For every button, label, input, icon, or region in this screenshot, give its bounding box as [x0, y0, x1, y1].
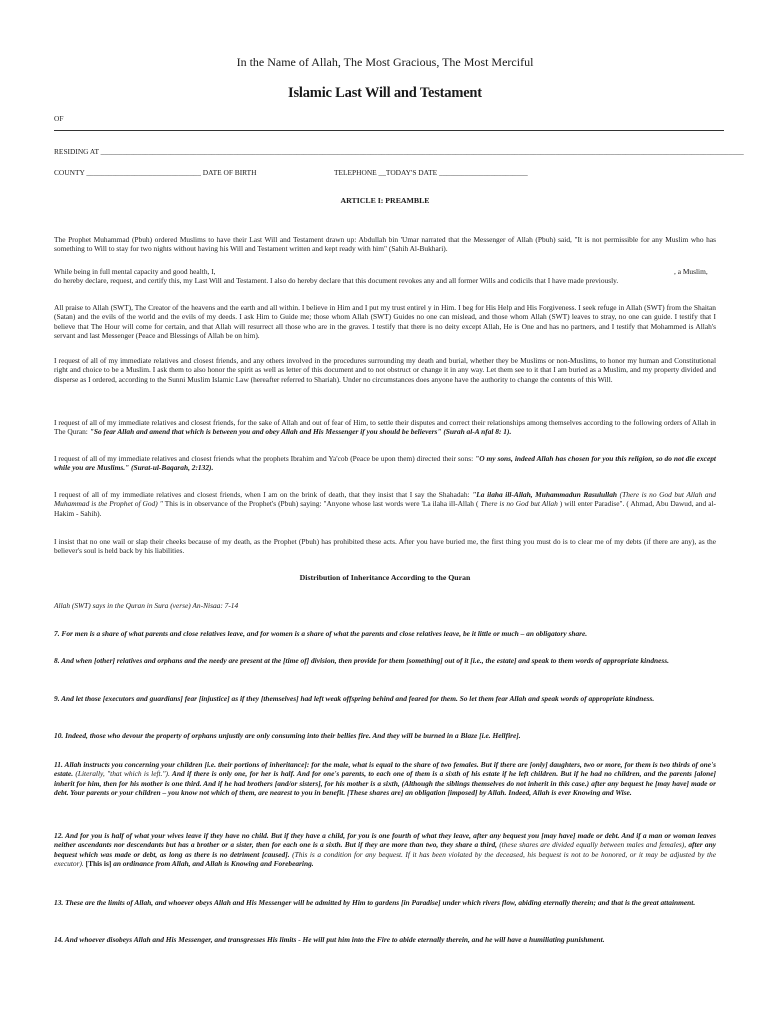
distribution-heading: Distribution of Inheritance According to the Quran: [299, 573, 471, 582]
verse-12-part-b: (these shares are divided equally between males and females),: [499, 840, 687, 850]
shahadah-rest-italic: There is no God but Allah: [480, 499, 558, 509]
verse-12-part-c: after any bequest which was made or debt, as long as there is no detriment [caused].: [54, 840, 716, 859]
shahadah-translation: (There is no God but Allah and Muhammad is the Prophet of God) ": [54, 490, 716, 509]
verse-12: [54, 831, 716, 869]
telephone-date-field: TELEPHONE __TODAY'S DATE ________________________: [334, 168, 528, 177]
name-line: [54, 130, 724, 131]
surah-reference: Allah (SWT) says in the Quran in Sura (verse) An-Nisaa: 7-14: [54, 601, 239, 610]
shahadah-quote: "La ilaha ill-Allah, Muhammadun Rasulullah: [472, 490, 618, 499]
article-heading: ARTICLE I: PREAMBLE: [340, 196, 430, 205]
verse-10: 10. Indeed, those who devour the property of orphans unjustly are only consuming into their bellies fire. And they will be burned in a Blaze [i.e. Hellfire].: [54, 731, 521, 740]
verse-12-part-f: an ordinance from Allah, and Allah is Knowing and Forebearing.: [113, 859, 314, 869]
of-label: OF: [54, 114, 64, 123]
county-dob-field: COUNTY _______________________________ DATE OF BIRTH: [54, 168, 257, 177]
verse-12-part-a: 12. And for you is half of what your wives leave if they have no child. But if they have a child, for you is one fourth of what they leave, after any bequest you [may have] made or debt. And if a man or woman leaves neither ascendants nor descendants but has a brother or a sister, then for each one is a sixth. But if they are more than two, they share a third,: [54, 831, 716, 850]
verse-9: 9. And let those [executors and guardians] fear [injustice] as if they [themselves] had left weak offspring behind and feared for them. So let them fear Allah and speak words of appropriate kindness.: [54, 694, 655, 703]
verse-11-part-b: (Literally, "that which is left.").: [75, 769, 170, 779]
verse-12-part-d: (This is a condition for any bequest. If it has been violated by the deceased, his bequest is not to be honored, or it may be adjusted by the executor).: [54, 849, 717, 869]
basmala-heading: In the Name of Allah, The Most Gracious, The Most Merciful: [236, 55, 534, 69]
disputes-text: I request of all of my immediate relatives and closest friends, for the sake of Allah and out of fear of Him, to settle their disputes and correct their relationships among themselves according to the following orders of Allah in The Quran:: [54, 418, 716, 437]
document-title: Islamic Last Will and Testament: [288, 85, 482, 101]
verse-14: 14. And whoever disobeys Allah and His Messenger, and transgresses His limits - He will put him into the Fire to abide eternally therein, and he will have a humiliating punishment.: [54, 935, 605, 944]
shahadah-text: I request of all of my immediate relatives and closest friends, when I am on the brink of death, that they insist that I say the Shahadah:: [54, 490, 470, 499]
verse-11-part-c: And if there is only one, for her is half. And for one's parents, to each one of them is a sixth of his estate if he left children. But if he had no children, and the parents [alone] inherit for him, then for his mother is one third. And if he had brothers [and/or sisters], for his mother is a sixth, (Although the siblings themselves do not inherit in this case.) after any bequest he [may have] made or debt. Your parents or your children – you know not which of them, are nearest to you in benefit. [These shares are] an obligation [imposed] by Allah. Indeed, Allah is ever Knowing and Wise.: [54, 769, 716, 798]
paragraph-praise: All praise to Allah (SWT), The Creator of the heavens and the earth and all within. I believe in Him and I put my trust entirel y in Him. I beg for His Help and His Forgiveness. I seek refuge in Allah (SWT) from the Shaitan (Satan) and the evils of the world and the evils of my deeds. I ask Him to Guide me; those whom Allah (SWT) Guides no one can mislead, and those whom Allah (SWT) leaves to stray, no one can guide. I testify that I believe that The Hour will come for certain, and that Allah will resurrect all those who are in the graves. I testify that there is no deity except Allah, He is One and has no partners, and I testify that Mohammed is Allah's servant and last Messenger (Peace and Blessings of Allah be on him).: [54, 303, 716, 341]
verse-7: 7. For men is a share of what parents and close relatives leave, and for women is a share of what the parents and close relatives leave, be it little or much – an obligatory share.: [54, 629, 588, 638]
verse-11-part-a: 11. Allah instructs you concerning your children [i.e. their portions of inheritance]: for the male, what is equal to the share of two females. But if there are [only] daughters, two or more, for them is two thirds of one's estate.: [54, 760, 716, 779]
shahadah-end: ) will enter Paradise". ( Ahmad, Abu Dawud, and al-Hakim - Sahih).: [54, 499, 716, 518]
ibrahim-quote: "O my sons, indeed Allah has chosen for you this religion, so do not die except while you are Muslims." (Surat-ul-Baqarah, 2:132).: [54, 454, 716, 473]
verse-11: [54, 760, 716, 798]
paragraph-mental-capacity: [54, 267, 716, 286]
shahadah-rest: This is in observance of the Prophet's (Pbuh) saying: "Anyone whose last words were 'La ilaha ill-Allah (: [164, 499, 479, 509]
verse-12-part-e: [This is]: [85, 859, 112, 869]
residing-at-field: RESIDING AT ______________________________________________________________________________________________________________________________________________________________________________: [54, 147, 744, 156]
paragraph-prophet: The Prophet Muhammad (Pbuh) ordered Muslims to have their Last Will and Testament drawn up: Abdullah bin 'Umar narrated that the Messenger of Allah (Pbuh) said, "It is not permissible for any Muslim who has something to Will to stay for two nights without having his Will and Testament written and kept ready with him" (Sahih Al-Bukhari).: [54, 235, 716, 254]
capacity-line-1: While being in full mental capacity and good health, I,: [54, 267, 216, 276]
verse-13: 13. These are the limits of Allah, and whoever obeys Allah and His Messenger will be admitted by Him to gardens [in Paradise] under which rivers flow, abiding eternally therein; and that is the great attainment.: [54, 898, 696, 907]
paragraph-relatives-burial: I request of all of my immediate relatives and closest friends, and any others involved in the procedures surrounding my death and burial, whether they be Muslims or non-Muslims, to honor my human and Constitutional right and choice to be a Muslim. I ask them to also honor the spirit as well as letter of this document and to not obstruct or change it in any way. Let them see to it that I am buried as a Muslim, and my property divided and disperse as I ordered, according to the Sunni Muslim Islamic Law (hereafter referred to Shariah). Under no circumstances does anyone have the authority to change the contents of this Will.: [54, 356, 716, 384]
muslim-fragment: , a Muslim,: [674, 267, 708, 276]
paragraph-no-wailing: I insist that no one wail or slap their cheeks because of my death, as the Prophet (Pbuh) has prohibited these acts. After you have buried me, the first thing you must do is to clear me of my debts (if there are any), as the believer's soul is held back by his liabilities.: [54, 537, 716, 556]
paragraph-shahadah: [54, 490, 716, 518]
capacity-line-2: do hereby declare, request, and certify this, my Last Will and Testament. I also do hereby declare that this document revokes any and all former Wills and codicils that I have made previously.: [54, 276, 619, 286]
ibrahim-text: I request of all of my immediate relatives and closest friends what the prophets Ibrahim and Ya'cob (Peace be upon them) directed their sons:: [54, 454, 474, 463]
disputes-quote: "So fear Allah and amend that which is between you and obey Allah and His Messenger if you should be believers" (Surah al-A nfal 8: 1).: [89, 427, 512, 437]
verse-8: 8. And when [other] relatives and orphans and the needy are present at the [time of] division, then provide for them [something] out of it [i.e., the estate] and speak to them words of appropriate kindness.: [54, 656, 670, 665]
paragraph-relatives-disputes: [54, 418, 716, 437]
paragraph-ibrahim: [54, 454, 716, 473]
